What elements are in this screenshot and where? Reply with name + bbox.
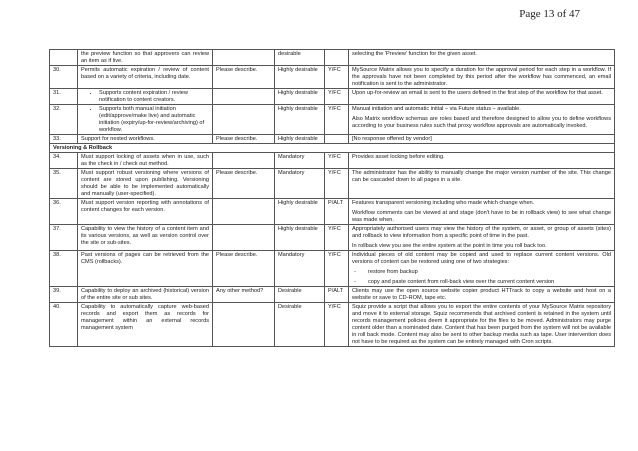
compliance-code: Y/FC — [325, 153, 349, 169]
table-row — [50, 135, 615, 144]
vendor-response: Manual initiation and automatic initial – via Future status – available. Also Matrix workflow schemas are roles based and therefore designed to allow you to define workflows according to your business rules such that proxy workflow approvals are automatically invoked. — [349, 105, 615, 135]
requirement-text: Must support locking of assets when in use, such as the check in / check out method. — [78, 153, 213, 169]
compliance-code: Y/FC — [325, 225, 349, 251]
requirement-text: Permits automatic expiration / review of content based on a variety of criteria, including date. — [78, 66, 213, 89]
vendor-response: The administrator has the ability to manually change the major version number of the site. This change can be cascaded down to all pages in a site. — [349, 169, 615, 199]
requirements-table — [49, 49, 615, 347]
row-number: 34. — [50, 153, 78, 169]
requirement-text: Must support version reporting with annotations of content changes for each version. — [78, 199, 213, 225]
requirement-text: Capability to deploy an archived (historical) version of the entire site or sub sites. — [78, 287, 213, 303]
row-number: 33. — [50, 135, 78, 144]
table-row — [50, 225, 615, 251]
requirement-text: Capability to automatically capture web-based records and export them as records for management within an external records management system — [78, 303, 213, 347]
row-number: 30. — [50, 66, 78, 89]
priority-rating: Desirable — [275, 303, 325, 347]
priority-rating: Highly desirable — [275, 89, 325, 105]
priority-rating: desirable — [275, 50, 325, 66]
priority-rating: Highly desirable — [275, 225, 325, 251]
vendor-response: Clients may use the open source website copier product HTTrack to copy a website and host on a website or save to CD-ROM, tape etc. — [349, 287, 615, 303]
comment-text — [213, 105, 275, 135]
table-row — [50, 66, 615, 89]
vendor-response: selecting the 'Preview' function for the given asset. — [349, 50, 615, 66]
table-row — [50, 251, 615, 287]
comment-text — [213, 50, 275, 66]
requirement-text — [78, 105, 213, 135]
vendor-response: [No response offered by vendor] — [349, 135, 615, 144]
comment-text — [213, 225, 275, 251]
vendor-response: Squiz provide a script that allows you to export the entire contents of your MySource Matrix repository and move it to external storage. Squiz recommends that archived content is retained in the system until records management policies deem it appropriate for the files to be moved. Administrators may purge content older than a nominated date. Content that has been purged from the system will not be available in roll back mode. Content may also be sent to other backup media such as tape. User intervention does not have to be required as the system can be entirely managed with Cron scripts. — [349, 303, 615, 347]
table-row — [50, 153, 615, 169]
compliance-code — [325, 135, 349, 144]
priority-rating: Mandatory — [275, 169, 325, 199]
requirement-text: Capability to view the history of a content item and its various versions, as well as version control over the site or sub-sites. — [78, 225, 213, 251]
vendor-response: Features transparent versioning including who made which change when. Workflow comments can be viewed at and stage (don't have to be in rollback view) to see what change was made when. — [349, 199, 615, 225]
table-row — [50, 287, 615, 303]
vendor-response: Individual pieces of old content may be copied and used to replace current content versions. Old versions of content can be restored using one of two strategies: - restore from backup - copy and paste content from roll-back view over the current content version — [349, 251, 615, 287]
compliance-code — [325, 50, 349, 66]
section-title: Versioning & Rollback — [50, 144, 615, 153]
vendor-response: Upon up-for-review an email is sent to the users defined in the first step of the workflow for that asset. — [349, 89, 615, 105]
comment-text: Please describe. — [213, 135, 275, 144]
comment-text — [213, 153, 275, 169]
table-row — [50, 105, 615, 135]
priority-rating: Mandatory — [275, 153, 325, 169]
comment-text: Please describe. — [213, 66, 275, 89]
table-row — [50, 89, 615, 105]
priority-rating: Highly desirable — [275, 66, 325, 89]
compliance-code: P/ALT — [325, 287, 349, 303]
vendor-response: Appropriately authorised users may view the history of the system, or asset, or group of assets (sites) and rollback to view information from a specific point of time in the past. In rollback view you see the entire system at the point in time you roll back too. — [349, 225, 615, 251]
row-number: 32. — [50, 105, 78, 135]
compliance-code: Y/FC — [325, 105, 349, 135]
requirement-text: Must support robust versioning where versions of content are stored upon publishing. Versioning should be able to be implemented automatically and manually (user-specified). — [78, 169, 213, 199]
vendor-response: MySource Matrix allows you to specify a duration for the approval period for each step in a workflow. If the approvals have not been completed by this period after the workflow has commenced, an email notification is sent to the administrator. — [349, 66, 615, 89]
requirement-bullet: • Supports content expiration / review notification to content creators. — [99, 90, 209, 104]
priority-rating: Highly desirable — [275, 105, 325, 135]
row-number: 39. — [50, 287, 78, 303]
table-row — [50, 199, 615, 225]
requirement-bullet: • Supports both manual initiation (edit/approve/make live) and automatic initiation (expiry/up-for-review/archiving) of workflow. — [99, 106, 209, 134]
compliance-code: Y/FC — [325, 251, 349, 287]
table-row — [50, 303, 615, 347]
comment-text: Please describe. — [213, 251, 275, 287]
comment-text: Please describe. — [213, 169, 275, 199]
requirement-text — [78, 89, 213, 105]
compliance-code: P/ALT — [325, 199, 349, 225]
row-number — [50, 50, 78, 66]
compliance-code: Y/FC — [325, 89, 349, 105]
table-row — [50, 169, 615, 199]
requirement-text: Support for nested workflows. — [78, 135, 213, 144]
page-number: Page 13 of 47 — [519, 8, 580, 20]
priority-rating: Desirable — [275, 287, 325, 303]
priority-rating: Mandatory — [275, 251, 325, 287]
section-header-row — [50, 144, 615, 153]
requirement-bullet-list — [81, 90, 209, 104]
comment-text — [213, 303, 275, 347]
requirement-bullet-list — [81, 106, 209, 134]
comment-text — [213, 199, 275, 225]
row-number: 37. — [50, 225, 78, 251]
comment-text — [213, 89, 275, 105]
row-number: 40. — [50, 303, 78, 347]
table-row — [50, 50, 615, 66]
row-number: 35. — [50, 169, 78, 199]
vendor-response: Provides asset locking before editing. — [349, 153, 615, 169]
compliance-code: Y/FC — [325, 66, 349, 89]
requirement-text: the preview function so that approvers can review an item as if live. — [78, 50, 213, 66]
dash-list-item: - restore from backup — [354, 268, 418, 275]
row-number: 38. — [50, 251, 78, 287]
dash-list-item: - copy and paste content from roll-back view over the current content version — [354, 278, 555, 285]
compliance-code: Y/FC — [325, 169, 349, 199]
comment-text: Any other method? — [213, 287, 275, 303]
requirement-text: Past versions of pages can be retrieved from the CMS (rollbacks). — [78, 251, 213, 287]
row-number: 31. — [50, 89, 78, 105]
priority-rating: Highly desirable — [275, 199, 325, 225]
priority-rating: Highly desirable — [275, 135, 325, 144]
row-number: 36. — [50, 199, 78, 225]
compliance-code: Y/FC — [325, 303, 349, 347]
